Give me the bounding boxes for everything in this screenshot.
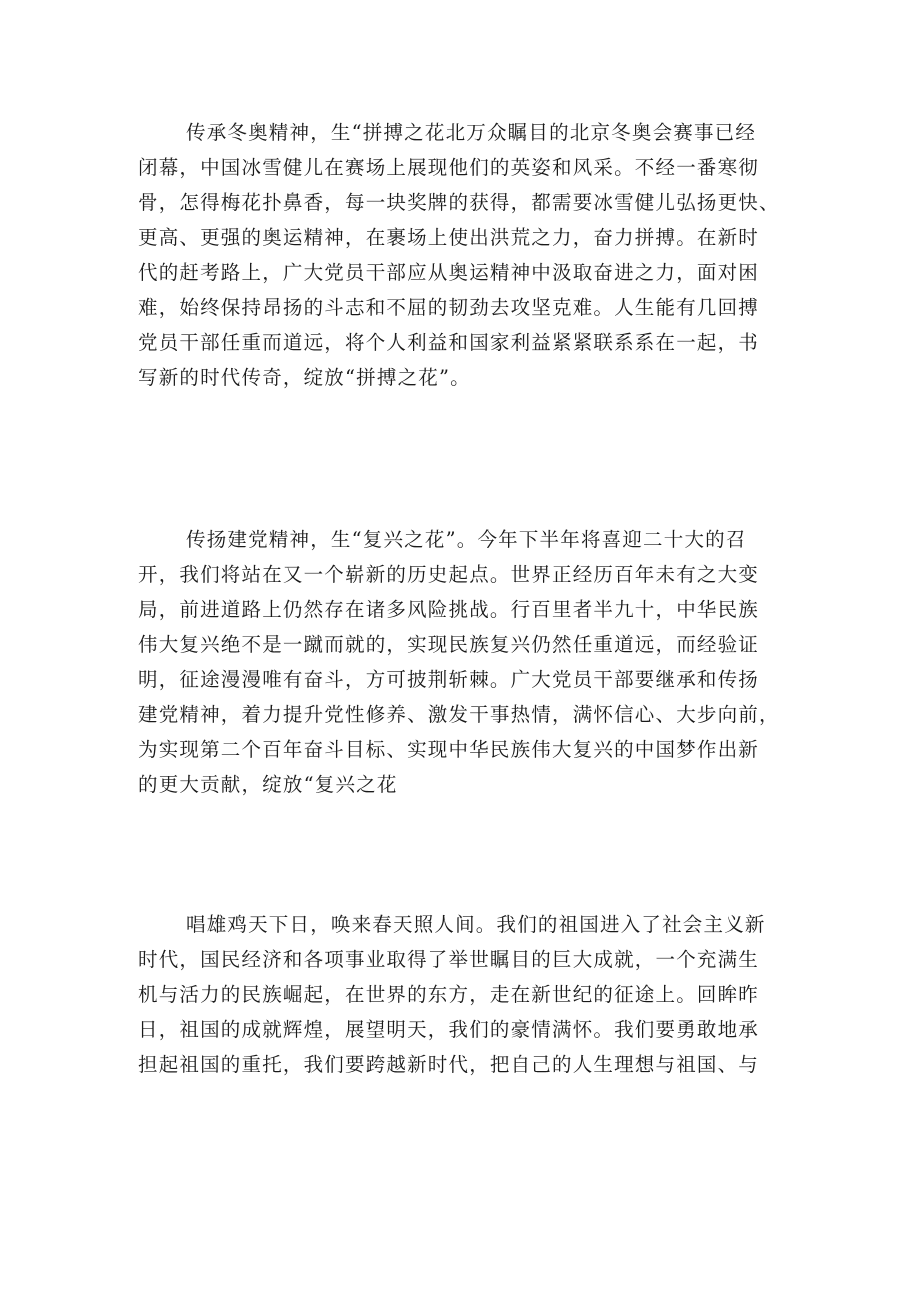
text-line: 局，前进道路上仍然存在诸多风险挑战。行百里者半九十，中华民族 (138, 598, 760, 621)
text-line: 闭幕，中国冰雪健儿在赛场上展现他们的英姿和风采。不经一番寒彻 (138, 156, 760, 179)
text-line: 代的赶考路上，广大党员干部应从奥运精神中汲取奋进之力，面对困 (138, 261, 760, 284)
paragraph-party-spirit (138, 522, 798, 802)
text-line: 党员干部任重而道远，将个人利益和国家利益紧紧联系系在一起，书 (138, 331, 760, 354)
paragraph-motherland (138, 907, 798, 1082)
paragraph-winter-olympics (138, 115, 798, 395)
text-line: 传扬建党精神，生“复兴之花”。今年下半年将喜迎二十大的召 (186, 528, 747, 551)
text-line: 的更大贡献，绽放“复兴之花 (138, 773, 398, 796)
text-line: 建党精神，着力提升党性修养、激发干事热情，满怀信心、大步向前， (138, 703, 780, 726)
text-line: 机与活力的民族崛起，在世界的东方，走在新世纪的征途上。回眸昨 (138, 983, 760, 1006)
text-line: 骨，怎得梅花扑鼻香，每一块奖牌的获得，都需要冰雪健儿弘扬更快、 (138, 191, 780, 214)
text-line: 更高、更强的奥运精神，在裹场上使出洪荒之力，奋力拼搏。在新时 (138, 226, 760, 249)
text-line: 伟大复兴绝不是一蹴而就的，实现民族复兴仍然任重道远，而经验证 (138, 633, 760, 656)
text-line: 日，祖国的成就辉煌，展望明天，我们的豪情满怀。我们要勇敢地承 (138, 1018, 760, 1041)
text-line: 明，征途漫漫唯有奋斗，方可披荆斩棘。广大党员干部要继承和传扬 (138, 668, 760, 691)
text-line: 难，始终保持昂扬的斗志和不屈的韧劲去攻坚克难。人生能有几回搏 (138, 296, 760, 319)
text-line: 为实现第二个百年奋斗目标、实现中华民族伟大复兴的中国梦作出新 (138, 738, 760, 761)
text-line: 传承冬奥精神，生“拼搏之花北万众瞩目的北京冬奥会赛事已经 (186, 121, 757, 144)
text-line: 开，我们将站在又一个崭新的历史起点。世界正经历百年未有之大变 (138, 563, 760, 586)
text-line: 写新的时代传奇，绽放“拼搏之花”。 (138, 366, 471, 389)
text-line: 担起祖国的重托，我们要跨越新时代，把自己的人生理想与祖国、与 (138, 1053, 760, 1076)
text-line: 时代，国民经济和各项事业取得了举世瞩目的巨大成就，一个充满生 (138, 948, 760, 971)
text-line: 唱雄鸡天下日，唤来春天照人间。我们的祖国进入了社会主义新 (186, 913, 766, 936)
